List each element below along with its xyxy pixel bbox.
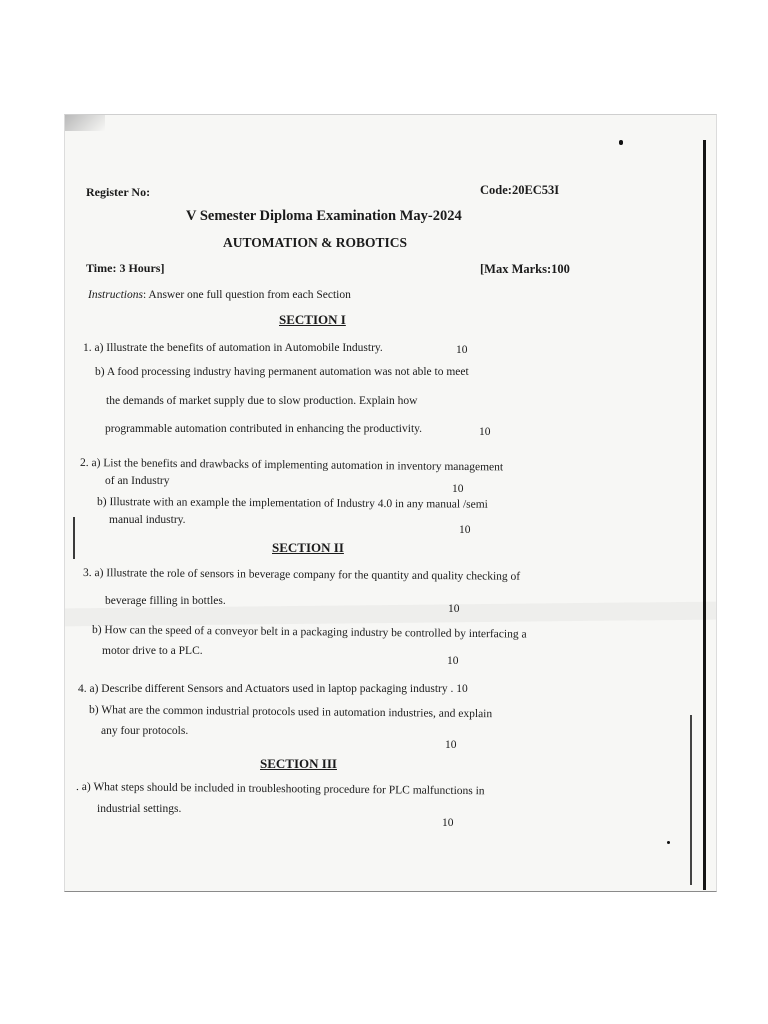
instructions-text: : Answer one full question from each Section: [142, 289, 351, 301]
exam-title: V Semester Diploma Examination May-2024: [186, 208, 462, 224]
time-label: Time: 3 Hours]: [86, 261, 165, 275]
question-3a-line-2: beverage filling in bottles.: [105, 595, 226, 607]
question-3b-marks: 10: [447, 655, 459, 667]
question-1b-marks: 10: [479, 426, 491, 438]
question-2a-marks: 10: [452, 483, 464, 495]
scan-edge-line: [703, 140, 706, 890]
question-4b-line-1: b) What are the common industrial protocols used in automation industries, and explain: [88, 704, 493, 721]
question-5a-line-2: industrial settings.: [97, 803, 182, 815]
question-3a-line-1: 3. a) Illustrate the role of sensors in beverage company for the quantity and quality checking of: [82, 567, 521, 583]
scan-margin-mark: [73, 539, 75, 559]
subject-code: Code:20EC53I: [480, 183, 560, 197]
question-5a-marks: 10: [442, 817, 454, 829]
question-2a-line-2: of an Industry: [105, 475, 170, 487]
question-3b-line-2: motor drive to a PLC.: [102, 645, 203, 657]
scan-margin-mark: [73, 517, 75, 539]
instructions: [88, 290, 351, 302]
question-2b-marks: 10: [459, 524, 471, 536]
scan-speck: [667, 841, 670, 844]
section-1-heading: SECTION I: [279, 312, 346, 327]
question-1b-line-3: programmable automation contributed in enhancing the productivity.: [105, 423, 423, 435]
scan-edge-line-secondary: [690, 715, 692, 885]
page-corner-shadow: [65, 115, 105, 131]
scan-speck: [619, 140, 623, 145]
question-1a: 1. a) Illustrate the benefits of automation in Automobile Industry.: [83, 342, 383, 354]
section-2-heading: SECTION II: [272, 540, 344, 555]
question-3a-marks: 10: [448, 603, 460, 615]
subject-title: AUTOMATION & ROBOTICS: [223, 235, 408, 250]
max-marks-label: [Max Marks:100: [480, 262, 570, 276]
question-1b-line-1: b) A food processing industry having permanent automation was not able to meet: [95, 366, 469, 378]
question-2b-line-1: b) Illustrate with an example the implementation of Industry 4.0 in any manual /semi: [96, 496, 488, 511]
question-4b-marks: 10: [445, 739, 457, 751]
question-2a-line-1: 2. a) List the benefits and drawbacks of implementing automation in inventory management: [79, 457, 504, 474]
question-1b-line-2: the demands of market supply due to slow production. Explain how: [106, 395, 418, 407]
question-1a-marks: 10: [456, 344, 468, 356]
section-3-heading: SECTION III: [260, 756, 337, 771]
question-5a-line-1: . a) What steps should be included in troubleshooting procedure for PLC malfunctions in: [75, 781, 485, 798]
question-2b-line-2: manual industry.: [109, 514, 186, 526]
register-number-label: Register No:: [86, 185, 151, 199]
instructions-label: Instructions: [88, 289, 143, 301]
question-4b-line-2: any four protocols.: [101, 725, 189, 737]
question-3b-line-1: b) How can the speed of a conveyor belt in a packaging industry be controlled by interfacing a: [91, 624, 527, 641]
question-4a: 4. a) Describe different Sensors and Actuators used in laptop packaging industry . 10: [78, 683, 468, 695]
